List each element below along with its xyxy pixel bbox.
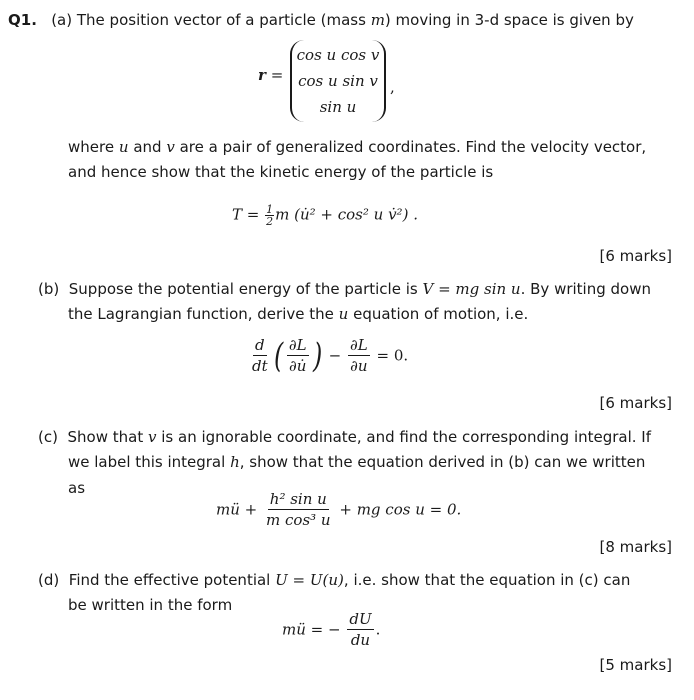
coord-v: v xyxy=(166,138,175,156)
vector-row-3: sin u xyxy=(319,98,357,116)
du-fraction xyxy=(347,610,373,649)
part-d-line1 xyxy=(38,570,630,590)
part-a-intro: The position vector of a particle (mass xyxy=(76,11,366,29)
ke-lhs: T = xyxy=(232,205,260,224)
position-vector-matrix xyxy=(290,40,386,122)
coord-u: u xyxy=(118,138,129,156)
part-b-marks: [6 marks] xyxy=(599,394,672,412)
d-num: d xyxy=(255,336,265,354)
part-d-line1-end: , i.e. show that the equation in (c) can xyxy=(343,571,631,589)
dudot-den: ∂u̇ xyxy=(289,357,307,375)
part-a-and: and xyxy=(133,138,162,156)
vector-lhs xyxy=(258,66,283,84)
question-a-line1 xyxy=(8,10,634,30)
part-c-equation xyxy=(216,490,461,529)
part-c-line2 xyxy=(68,452,645,472)
part-c-lhs: mü + xyxy=(216,500,258,519)
part-c-line3: as xyxy=(68,479,86,497)
half-fraction xyxy=(265,204,274,227)
big-paren-open: ( xyxy=(273,335,283,376)
part-c-line1 xyxy=(38,427,651,447)
kinetic-energy-equation xyxy=(232,204,418,227)
part-d-equation xyxy=(282,610,380,649)
part-a-where: where xyxy=(68,138,115,156)
part-d-line1-start: Find the effective potential xyxy=(68,571,271,589)
part-c-line2-end: , show that the equation derived in (b) can we written xyxy=(239,453,646,471)
part-c-line1-end: is an ignorable coordinate, and find the corresponding integral. If xyxy=(161,428,652,446)
part-a-label: (a) xyxy=(51,11,73,29)
dl-num-1: ∂L xyxy=(288,336,307,354)
du-den: ∂u xyxy=(350,357,368,375)
part-c-line2-start: we label this integral xyxy=(68,453,226,471)
du-num: dU xyxy=(349,610,372,628)
part-c-marks: [8 marks] xyxy=(599,538,672,556)
vector-r: r xyxy=(258,66,266,84)
part-d-line2: be written in the form xyxy=(68,596,233,614)
vector-row-2: cos u sin v xyxy=(298,72,378,90)
part-a-line2-end: are a pair of generalized coordinates. Find the velocity vector, xyxy=(179,138,647,156)
du-den-d: du xyxy=(350,631,371,649)
part-c-coord-v: v xyxy=(147,428,157,446)
part-d-label: (d) xyxy=(38,571,60,589)
part-a-line3: and hence show that the kinetic energy of the particle is xyxy=(68,163,494,181)
part-b-line1 xyxy=(38,279,651,299)
integral-h: h xyxy=(230,453,240,471)
part-b-line1-start: Suppose the potential energy of the particle is xyxy=(68,280,418,298)
equals-zero: = 0. xyxy=(376,346,409,365)
part-d-marks: [5 marks] xyxy=(599,656,672,674)
part-b-line2-end: equation of motion, i.e. xyxy=(353,305,529,323)
part-a-intro-end: ) moving in 3-d space is given by xyxy=(384,11,634,29)
ke-body: m (u̇² + cos² u v̇²) . xyxy=(275,205,418,224)
part-c-den: m cos³ u xyxy=(266,511,331,529)
part-b-line2 xyxy=(68,304,528,324)
part-d-lhs: mü = − xyxy=(282,620,341,639)
part-a-marks: [6 marks] xyxy=(599,247,672,265)
part-c-rhs: + mg cos u = 0. xyxy=(339,500,462,519)
half-num: 1 xyxy=(266,203,274,216)
question-number: Q1. xyxy=(8,11,37,29)
part-c-line1-start: Show that xyxy=(67,428,144,446)
part-b-label: (b) xyxy=(38,280,60,298)
part-b-line1-end: . By writing down xyxy=(520,280,651,298)
dt-den: dt xyxy=(252,357,268,375)
vector-row-1: cos u cos v xyxy=(296,46,380,64)
part-c-label: (c) xyxy=(38,428,58,446)
part-c-num: h² sin u xyxy=(269,490,327,508)
dl-dudot-fraction xyxy=(287,336,309,375)
dl-num-2: ∂L xyxy=(350,336,368,354)
vector-equals: = xyxy=(270,66,284,84)
potential-v: V = mg sin u xyxy=(422,280,521,298)
part-c-fraction xyxy=(264,490,333,529)
euler-lagrange-equation xyxy=(248,336,408,375)
effective-potential: U = U(u) xyxy=(275,571,344,589)
vector-comma: , xyxy=(390,78,395,96)
big-paren-close: ) xyxy=(312,335,322,376)
part-d-period: . xyxy=(375,620,381,639)
part-b-line2-start: the Lagrangian function, derive the xyxy=(68,305,334,323)
half-den: 2 xyxy=(266,215,274,228)
d-dt-fraction xyxy=(250,336,270,375)
dl-du-fraction xyxy=(348,336,370,375)
minus-sign: − xyxy=(328,346,342,365)
part-a-line2 xyxy=(68,137,646,157)
part-b-coord-u: u xyxy=(338,305,349,323)
mass-symbol: m xyxy=(370,11,385,29)
